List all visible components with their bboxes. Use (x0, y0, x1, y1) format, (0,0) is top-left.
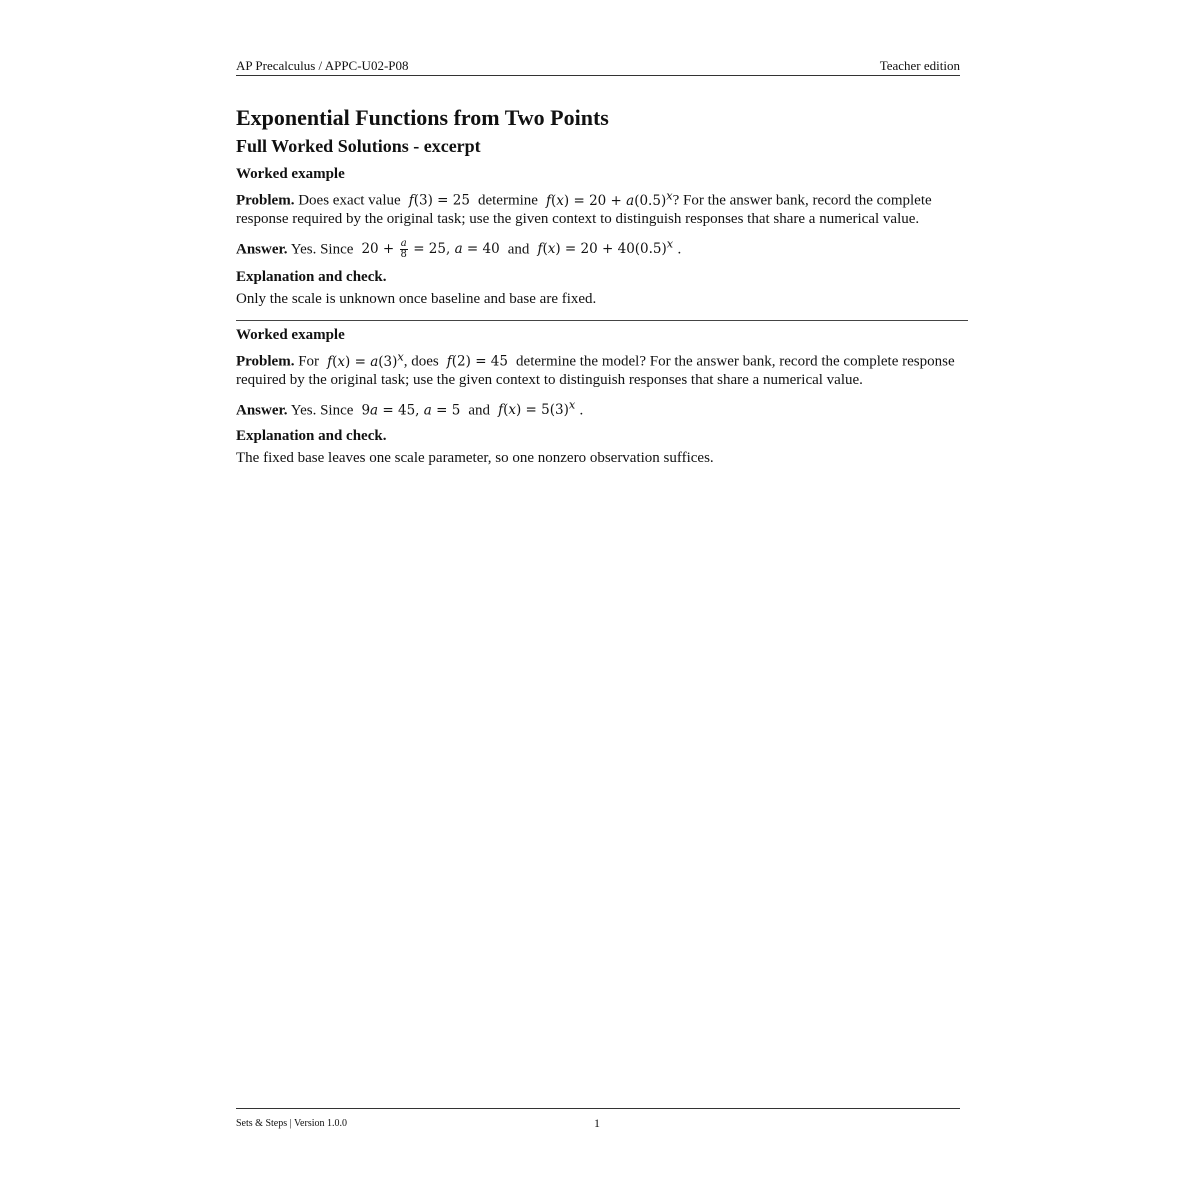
explanation-text: The fixed base leaves one scale parameter, so one nonzero observation suffices. (236, 450, 714, 466)
problem-text-part: ? For the answer bank, record the complete response required by the original task; use the given context to distinguish responses that share a numerical value. (236, 192, 932, 227)
problem-text (236, 348, 964, 389)
worked-example-label: Worked example (236, 166, 345, 182)
answer-text-part: . (677, 241, 682, 257)
math-expression: f(2) = 45 (446, 353, 513, 370)
math-expression: 9a = 45, a = 5 (357, 402, 465, 418)
page-footer (236, 1108, 960, 1130)
edition-label: Teacher edition (879, 58, 960, 73)
worked-example-2 (236, 325, 964, 467)
document-body (236, 104, 964, 467)
math-expression: 20 + $\frac{a}{8}$ = 25, a = 40 (357, 238, 504, 260)
worked-example-1 (236, 164, 964, 308)
explanation-label: Explanation and check. (236, 428, 387, 444)
page-number: 1 (594, 1116, 600, 1130)
problem-text (236, 187, 964, 228)
answer-text-part: . (579, 402, 584, 418)
math-expression: $f(x) = a(3)^x$ (327, 350, 404, 370)
answer-label: Answer. (236, 241, 288, 257)
answer-text (236, 236, 964, 261)
section-divider (236, 320, 968, 321)
answer-text (236, 397, 964, 420)
problem-text-part: , does (403, 353, 439, 370)
problem-label: Problem. (236, 353, 295, 370)
answer-text-part: and (507, 241, 530, 257)
page-header (236, 58, 960, 76)
math-expression: f(3) = 25 (408, 192, 475, 209)
math-expression: $f(x) = 5(3)^x$ (498, 398, 576, 418)
problem-text-part: determine (477, 192, 538, 209)
page-title: Exponential Functions from Two Points (236, 105, 609, 130)
footer-version: Sets & Steps | Version 1.0.0 (236, 1118, 347, 1129)
worked-example-label: Worked example (236, 327, 345, 343)
explanation-label: Explanation and check. (236, 269, 387, 285)
answer-text-part: Yes. Since (290, 402, 354, 418)
math-expression: $f(x) = 20 + a(0.5)^x$ (546, 189, 673, 209)
course-code: AP Precalculus / APPC-U02-P08 (236, 58, 409, 73)
page-subtitle: Full Worked Solutions - excerpt (236, 136, 481, 156)
problem-label: Problem. (236, 192, 295, 209)
answer-text-part: Yes. Since (290, 241, 354, 257)
problem-text-part: Does exact value (298, 192, 401, 209)
problem-text-part: For (298, 353, 320, 370)
math-expression: $f(x) = 20 + 40(0.5)^x$ (537, 237, 674, 257)
explanation-text: Only the scale is unknown once baseline and base are fixed. (236, 291, 597, 307)
answer-text-part: and (468, 402, 491, 418)
fraction: $\frac{a}{8}$ (400, 238, 407, 260)
problem-text-part: determine the model? For the answer bank, record the complete response required by the original task; use the given context to distinguish responses that share a numerical value. (236, 353, 955, 388)
answer-label: Answer. (236, 402, 288, 418)
